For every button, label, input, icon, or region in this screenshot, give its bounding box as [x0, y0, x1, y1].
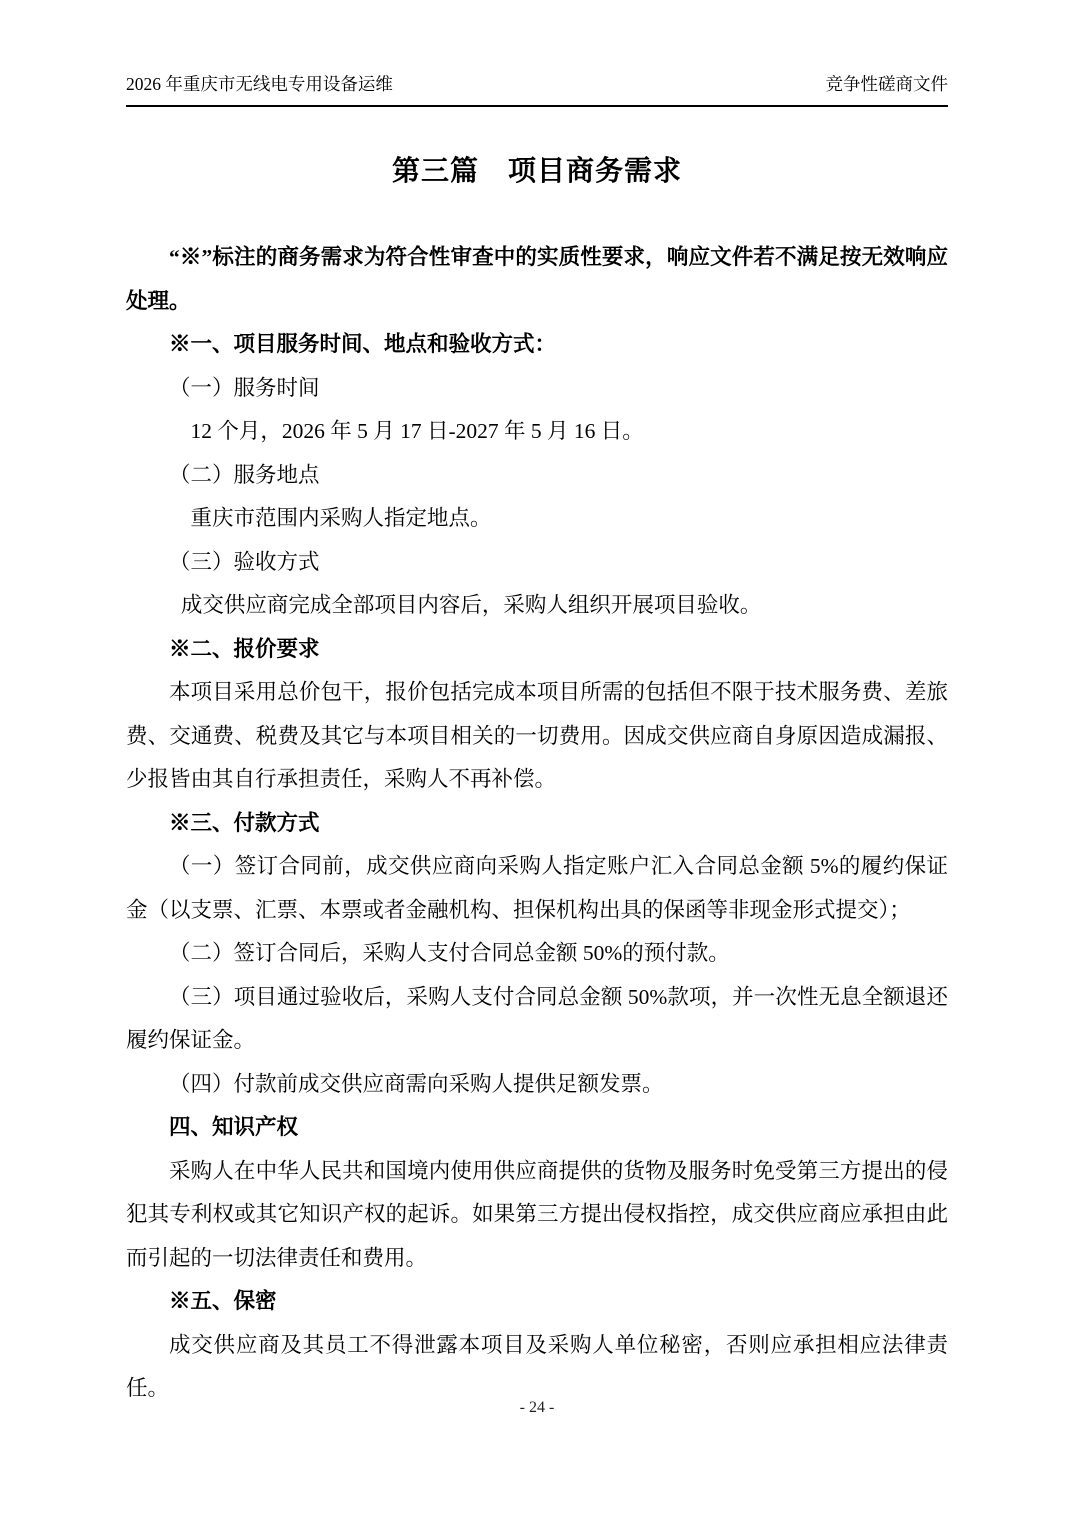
page-footer: [0, 1396, 1074, 1420]
body-paragraph: 采购人在中华人民共和国境内使用供应商提供的货物及服务时免受第三方提出的侵犯其专利权或其它知识产权的起诉。如果第三方提出侵权指控，成交供应商应承担由此而引起的一切法律责任和费用。: [126, 1158, 948, 1270]
page-number: - 24 -: [519, 1399, 555, 1416]
header-right-text: 竞争性磋商文件: [825, 74, 948, 94]
body-paragraph: 本项目采用总价包干，报价包括完成本项目所需的包括但不限于技术服务费、差旅费、交通费、税费及其它与本项目相关的一切费用。因成交供应商自身原因造成漏报、少报皆由其自行承担责任，采购人不再补偿。: [126, 680, 948, 791]
body-paragraph: （三）验收方式: [169, 549, 320, 574]
body-paragraph: 12 个月，2026 年 5 月 17 日-2027 年 5 月 16 日。: [190, 419, 644, 443]
section-heading-paragraph: “※”标注的商务需求为符合性审查中的实质性要求，响应文件若不满足按无效响应处理。: [126, 245, 948, 313]
section-heading-paragraph: ※一、项目服务时间、地点和验收方式：: [169, 332, 557, 356]
header-left-text: 2026 年重庆市无线电专用设备运维: [126, 74, 393, 94]
body-paragraph: （一）签订合同前，成交供应商向采购人指定账户汇入合同总金额 5%的履约保证金（以支票、汇票、本票或者金融机构、担保机构出具的保函等非现金形式提交）；: [126, 854, 948, 922]
page-title: 第三篇 项目商务需求: [391, 156, 682, 187]
body-paragraph: （四）付款前成交供应商需向采购人提供足额发票。: [169, 1071, 664, 1096]
body-paragraph: 成交供应商完成全部项目内容后，采购人组织开展项目验收。: [180, 593, 762, 617]
body-paragraph: 重庆市范围内采购人指定地点。: [190, 506, 492, 530]
body-paragraph: （一）服务时间: [169, 375, 320, 400]
body-paragraph: 成交供应商及其员工不得泄露本项目及采购人单位秘密，否则应承担相应法律责任。: [126, 1332, 948, 1400]
document-body: [126, 236, 948, 1411]
section-heading-paragraph: ※三、付款方式: [169, 810, 320, 835]
section-heading-paragraph: ※二、报价要求: [169, 636, 320, 661]
section-heading-paragraph: ※五、保密: [169, 1289, 277, 1313]
body-paragraph: （二）服务地点: [169, 462, 320, 487]
body-paragraph: （二）签订合同后，采购人支付合同总金额 50%的预付款。: [169, 941, 730, 965]
page-header: [126, 72, 948, 107]
section-heading-paragraph: 四、知识产权: [169, 1115, 299, 1139]
body-paragraph: （三）项目通过验收后，采购人支付合同总金额 50%款项，并一次性无息全额退还履约保证金。: [126, 984, 948, 1052]
